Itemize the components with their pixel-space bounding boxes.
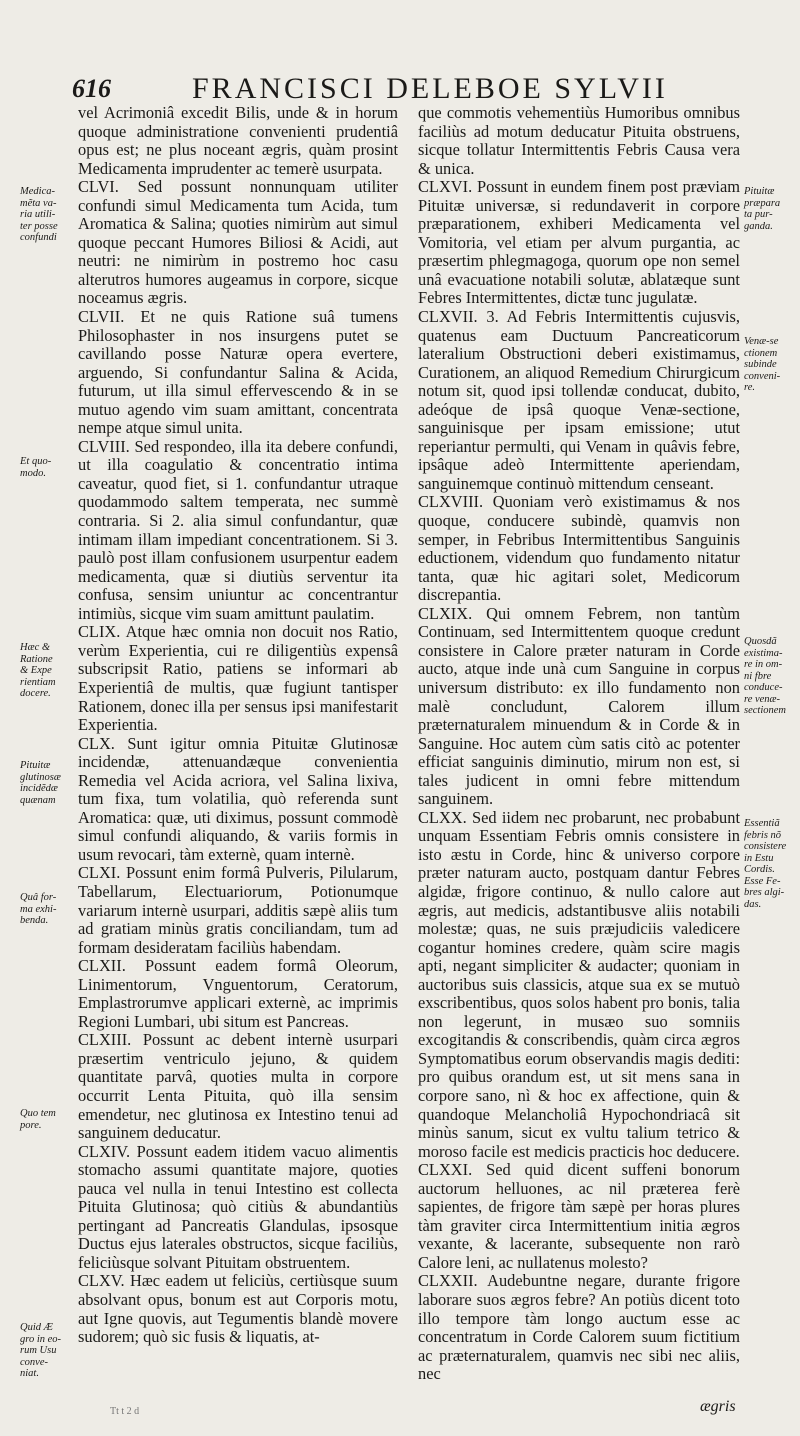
margin-note-line: Quosdã: [744, 636, 777, 647]
paragraph-clxviii: CLXVIII. Quoniam verò existimamus & nos quoque, conducere subindè, quamvis non semper, in Febribus Intermittentibus Sanguinis eductionem, videndum quo fundamento nitatur tanta, quæ hic agitari solet, Medicorum discrepantia.: [418, 492, 740, 605]
margin-note-line: modo.: [20, 467, 46, 479]
paragraph-continuation-right: que commotis vehementiùs Humoribus omnibus faciliùs ad motum deducatur Pituita obstruens, sicque tollatur Intermittentis Febris Causa vera & unica.: [418, 103, 740, 178]
page-number: 616: [72, 74, 111, 103]
margin-note-line: Ratione: [20, 653, 53, 665]
paragraph-clxiii: CLXIII. Possunt ac debent internè usurpari præsertim ventriculo jejuno, & quidem quantitate parvâ, quoties multa in corpore occurrit Lenta Pituita, quò illa sensim emendetur, nec glutinosa ex Intestino tenui ad sanguinem deducatur.: [78, 1030, 398, 1143]
margin-note-line: ganda.: [744, 220, 773, 232]
margin-note-line: sectionem: [744, 705, 786, 716]
paragraph-clx: CLX. Sunt igitur omnia Pituitæ Glutinosæ incidendæ, attenuandæque convenientia Remedia vel Acida acriora, vel Salina lixiva, tum fixa, tum volatilia, quò referenda sunt Aromatica: quæ, uti diximus, possunt commodè simul confundi aliquando, & variis formis in usum revocari, tàm externè, quam internè.: [78, 733, 398, 864]
margin-note-line: Quid Æ: [20, 1322, 53, 1333]
margin-note-line: niat.: [20, 1368, 39, 1379]
margin-note-line: benda.: [20, 915, 49, 926]
paragraph-clxxi: CLXXI. Sed quid dicent suffeni bonorum auctorum helluones, ac nil præterea ferè sapientes, de frigore tàm sæpè per horas plures tàm graviter circa Intermittentium initia ægros vexante, & lacerante, subsequente non rarò Calore leni, ac nullatenus molesto?: [418, 1160, 740, 1272]
margin-note-line: confundi: [20, 232, 57, 243]
margin-note: [20, 1108, 72, 1131]
margin-note-line: ria utili-: [20, 209, 56, 220]
margin-note-line: Essentiã: [744, 818, 780, 829]
margin-note-line: ma exhi-: [20, 903, 57, 915]
margin-note-line: Cordis.: [744, 864, 775, 875]
paragraph-clix: CLIX. Atque hæc omnia non docuit nos Ratio, verùm Experientia, cui re diligentiùs expensâ subscripsit Ratio, patiens se informari ab Experientiâ de multis, quæ fugiunt tantisper Rationem, donec illa per sensus ipsi manifestarit Experientia.: [78, 622, 398, 735]
margin-note: [744, 636, 798, 717]
margin-note-line: bres algi-: [744, 887, 785, 898]
margin-note-line: febris nõ: [744, 829, 782, 841]
paragraph-clxxii: CLXXII. Audebuntne negare, durante frigore laborare suos ægros febre? An potiùs dicent toto illo tempore tàm longo auctum esse ac concentratum in Corde Calorem suum fictitium ac præternaturalem, quamvis nec sibi nec aliis, nec: [418, 1271, 740, 1384]
margin-note-line: das.: [744, 898, 762, 910]
paragraph-clxi: CLXI. Possunt enim formâ Pulveris, Pilularum, Tabellarum, Electuariorum, Potionumque variarum internè usurpari, additis sæpè aliis tum ad gratiam minùs gratis conciliandam, tum ad formam desideratam faciliùs habendam.: [78, 863, 398, 957]
margin-note-line: conduce-: [744, 682, 783, 693]
paragraph-clxix: CLXIX. Qui omnem Febrem, non tantùm Continuam, sed Intermittentem quoque credunt consistere in Calore præter naturam in Corde aucto, atque inde unà cum Sanguine in corpus universum distributo: ex illo fundamento non malè concludunt, Calorem illum præternaturalem minuendum & in Corde & in Sanguine. Hoc autem cùm satis citò ac potenter efficiat sanguinis diminutio, mirum non est, si tales judicent in omni febre mittendum sanguinem.: [418, 603, 740, 809]
margin-note-line: gro in eo-: [20, 1333, 62, 1345]
margin-note-line: mẽta va-: [20, 197, 57, 209]
margin-note-line: Pituitæ: [744, 186, 775, 197]
margin-note-line: pore.: [20, 1119, 42, 1131]
margin-note-line: Medica-: [20, 186, 55, 197]
margin-note-line: in Estu: [744, 852, 774, 864]
margin-note-line: ta pur-: [744, 209, 773, 220]
margin-note-line: quænam: [20, 794, 56, 806]
margin-note: [744, 818, 798, 910]
running-title: FRANCISCI DELEBOE SYLVII: [192, 72, 668, 105]
margin-note-line: re.: [744, 382, 755, 393]
margin-note-line: & Expe: [20, 665, 52, 676]
margin-note-line: præpara: [744, 197, 781, 209]
margin-note-line: incidẽdæ: [20, 783, 58, 794]
paragraph-clvii: CLVII. Et ne quis Ratione suâ tumens Philosophaster in nos insurgens putet se cavillando posse Naturæ opera evertere, arguendo, Si confundantur Salina & Acida, futurum, ut illa simul effervescendo & in se mutuo agendo vim suam amittant, concentrata nempe atque simul unita.: [78, 307, 398, 438]
margin-note-line: Quo tem: [20, 1108, 56, 1119]
margin-note-line: Hæc &: [20, 642, 51, 653]
margin-note-line: re in om-: [744, 659, 783, 670]
margin-note-line: docere.: [20, 688, 51, 699]
margin-note-line: Pituitæ: [20, 760, 51, 771]
margin-note-line: rum Usu: [20, 1345, 57, 1356]
margin-note: [20, 642, 72, 700]
margin-note: [20, 760, 72, 806]
right-text-column: [418, 104, 740, 1384]
margin-note-line: ni fbre: [744, 670, 772, 682]
paragraph-clxv: CLXV. Hæc eadem ut feliciùs, certiùsque suum absolvant opus, bonum est aut Corporis motu, aut Igne quovis, aut Tegumentis blandè movere sudorem; quò sic fusis & liquatis, at-: [78, 1271, 398, 1347]
margin-note-line: Quâ for-: [20, 892, 57, 903]
catchword: ægris: [700, 1398, 736, 1415]
margin-note: [20, 456, 72, 479]
paragraph-clvi: CLVI. Sed possunt nonnunquam utiliter confundi simul Medicamenta tum Acida, tum Aromatica & Salina; quoties nimirùm aut simul quoque peccant Humores Biliosi & Acidi, aut neutri: ne nimirùm in postremo hoc casu alterutros humores augeamus in corpore, sicque noceamus ægris.: [78, 177, 398, 308]
margin-note-line: re venæ-: [744, 693, 781, 705]
paragraph-clxiv: CLXIV. Possunt eadem itidem vacuo alimentis stomacho assumi quantitate majore, quoties pauca vel nulla in tenui Intestino est collecta Pituita Glutinosa; quò citiùs & abundantiùs pertingant ad Pancreatis Glandulas, ipsosque Ductus ejus laterales obstructos, sicque faciliùs, feliciùsque solvant Pituitam obstruentem.: [78, 1141, 398, 1272]
paragraph-continuation: vel Acrimoniâ excedit Bilis, unde & in horum quoque administratione convenienti prudentiâ opus est; ne plus noceant ægris, quàm prosint Medicamenta imprudenter ac temerè usurpata.: [78, 103, 398, 178]
margin-note-line: existima-: [744, 647, 783, 659]
margin-note: [20, 1322, 72, 1380]
margin-note-line: ctionem: [744, 347, 778, 359]
margin-note-line: glutinosæ: [20, 771, 61, 783]
page-header: [72, 72, 762, 106]
margin-note: [20, 186, 72, 244]
paragraph-clxvii: CLXVII. 3. Ad Febris Intermittentis cujusvis, quatenus eam Ductuum Pancreaticorum lateralium Obstructioni deberi existimamus, Curationem, an aliquod Remedium Chirurgicum notum sit, quod ipsi tollendæ conducat, dubito, adeóque de ipsâ quoque Venæ-sectione, sanguinisque per ipsam emissione; utut reperiantur permulti, qui Venam in quâvis febre, ipsâque adeò Intermittente aperiendam, sanguinemque continuò mittendum censeant.: [418, 307, 740, 493]
margin-note-line: Esse Fe-: [744, 875, 781, 887]
paragraph-clxx: CLXX. Sed iidem nec probarunt, nec probabunt unquam Essentiam Febris omnis consistere in isto æstu in Corde, hinc & universo corpore præter naturam aucto, postquam dantur Febres algidæ, frigore continuo, & nullo calore aut ægris, aut medicis, adstantibusve aliis notabili molestæ; quas, ne suis præjudiciis valedicere cogantur homines credere, quàm scire magis apti, negant simpliciter & audacter; quoniam in auctoribus suis classicis, atque sua ex se mutuò exscribentibus, quos solos habent pro bonis, talia non legerunt, in musæo suo somniis excogitandis & conscribendis, quàm circa ægros Symptomatibus eorum observandis magis dediti: pro quibus orandum est, ut sit mens sana in corpore sano, nì & hoc ex affectione, quin & quandoque Melancholiâ Hypochondriacâ sit minùs sanum, sicut ex vultu talium tetrico & moroso facile est medicis practicis hoc deducere.: [418, 807, 740, 1161]
margin-note-line: subinde: [744, 359, 777, 370]
margin-note-line: Venæ-se: [744, 336, 779, 347]
signature-mark: Tt t 2 d: [110, 1406, 140, 1417]
left-text-column: [78, 104, 398, 1347]
paragraph-clxvi: CLXVI. Possunt in eundem finem post præviam Pituitæ universæ, si redundaverit in corpore præparationem, exhiberi Medicamenta vel Vomitoria, vel etiam per alvum purgantia, ac præsertim phlegmagoga, quorum ope non semel unâ evacuatione notabili solutæ, ablatæque sunt Febres Intermittentes, dictæ tunc jugulatæ.: [418, 177, 740, 308]
margin-note-line: Et quo-: [20, 456, 52, 467]
paragraph-clxii: CLXII. Possunt eadem formâ Oleorum, Linimentorum, Vnguentorum, Ceratorum, Emplastrorumve applicari externè, ac imprimis Regioni Lumbari, ubi situm est Pancreas.: [78, 956, 398, 1031]
margin-note-line: consistere: [744, 841, 787, 852]
margin-note-line: ter posse: [20, 220, 58, 232]
margin-note-line: conve-: [20, 1356, 48, 1368]
margin-note: [20, 892, 72, 927]
margin-note: [744, 336, 798, 394]
margin-note-line: conveni-: [744, 370, 781, 382]
margin-note: [744, 186, 798, 232]
paragraph-clviii: CLVIII. Sed respondeo, illa ita debere confundi, ut illa coagulatio & concentratio intima caveatur, quod fiet, si 1. confundantur utraque quodammodo saltem temperata, nec summè contraria. Si 2. alia simul confundantur, quæ intimam illam impediant concentrationem. Si 3. paulò post illam confusionem usurpentur eadem medicamenta, quæ si diutiùs serventur ita confusa, sensim uniuntur ac concentrantur intimiùs, sicque vim suam amittunt paulatim.: [78, 436, 398, 623]
margin-note-line: rientiam: [20, 676, 56, 688]
